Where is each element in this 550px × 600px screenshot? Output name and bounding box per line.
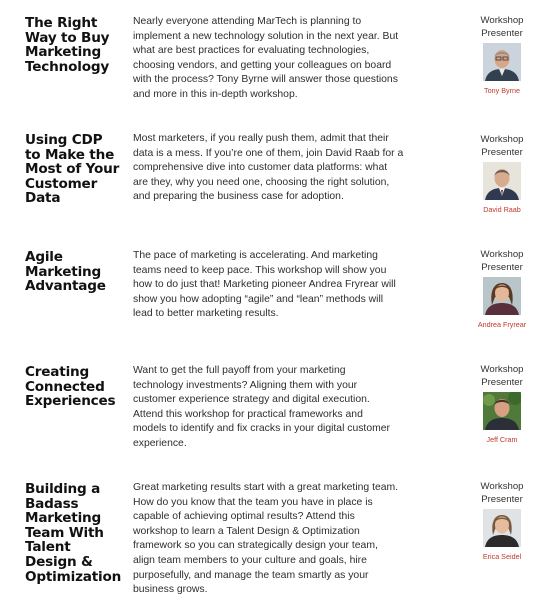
presenter-photo bbox=[483, 509, 521, 547]
workshop-title bbox=[25, 365, 125, 409]
description-line: Great marketing results start with a great marketing team. bbox=[133, 482, 399, 493]
title-line: Customer bbox=[25, 175, 98, 192]
title-line: Marketing bbox=[25, 44, 102, 61]
workshop-description bbox=[133, 481, 445, 598]
description-line: Most marketers, if you really push them, admit that their bbox=[133, 133, 389, 144]
presenter-photo bbox=[483, 277, 521, 315]
title-line: Agile bbox=[25, 249, 63, 265]
description-line: choosing vendors, and getting your colleagues on board bbox=[133, 59, 392, 71]
title-line: Optimization bbox=[25, 568, 122, 585]
title-line: Badass bbox=[25, 495, 79, 512]
description-line: implement a new technology solution in the next year. But bbox=[133, 30, 399, 42]
description-line: show you how adopting “agile” and “lean” methods will bbox=[133, 293, 384, 305]
presenter-photo bbox=[483, 162, 521, 200]
description-line: customer experience strategy and digital execution. bbox=[133, 394, 370, 406]
presenter-name: Andrea Fryrear bbox=[477, 320, 527, 329]
presenter-label: Workshop Presenter bbox=[480, 134, 524, 158]
description-line: experience. bbox=[133, 437, 187, 449]
presenter-label: Workshop Presenter bbox=[480, 364, 524, 388]
description-line: comprehensive dive into customer data platforms: what bbox=[133, 162, 388, 174]
workshop-description bbox=[133, 364, 445, 452]
description-line: teams need to keep pace. This workshop will show you bbox=[133, 264, 387, 276]
title-line: Building a bbox=[25, 481, 101, 497]
title-line: Technology bbox=[25, 58, 110, 75]
presenter-label: Workshop Presenter bbox=[480, 15, 524, 39]
description-line: how to do just that! Marketing pioneer Andrea Fryrear will bbox=[133, 279, 396, 291]
presenter-label: Workshop Presenter bbox=[480, 249, 524, 273]
description-line: Want to get the full payoff from your marketing bbox=[133, 365, 346, 376]
title-line: Team With bbox=[25, 524, 104, 541]
description-line: lead to better marketing results. bbox=[133, 308, 279, 320]
workshop-description bbox=[133, 132, 445, 205]
description-line: Attend this workshop for practical frameworks and bbox=[133, 408, 363, 420]
workshop-description bbox=[133, 249, 445, 322]
presenter-card bbox=[466, 249, 538, 329]
presenter-card bbox=[466, 134, 538, 214]
description-line: models to identify and fix cracks in your digital customer bbox=[133, 423, 390, 435]
title-line: Using CDP bbox=[25, 132, 103, 148]
presenter-name: Erica Seidel bbox=[482, 552, 522, 561]
description-line: framework so you can strategically design your team, bbox=[133, 540, 378, 552]
presenter-name: Tony Byrne bbox=[484, 86, 520, 95]
title-line: Advantage bbox=[25, 278, 106, 295]
description-line: business grows. bbox=[133, 584, 208, 596]
description-line: and preparing the business case for adoption. bbox=[133, 191, 344, 203]
presenter-card bbox=[466, 15, 538, 95]
title-line: Marketing bbox=[25, 263, 102, 280]
description-line: How do you know that the team you have in place is bbox=[133, 496, 373, 508]
title-line: Creating bbox=[25, 364, 90, 380]
workshop-title bbox=[25, 250, 125, 294]
presenter-card bbox=[466, 364, 538, 444]
presenter-name: David Raab bbox=[483, 205, 521, 214]
title-line: Marketing bbox=[25, 510, 102, 527]
title-line: Most of Your bbox=[25, 161, 120, 178]
presenter-label: Workshop Presenter bbox=[480, 481, 524, 505]
workshop-description bbox=[133, 15, 445, 103]
description-line: data is a mess. If you’re one of them, join David Raab for a bbox=[133, 147, 404, 159]
description-line: what are best practices for evaluating technologies, bbox=[133, 45, 370, 57]
title-line: Way to Buy bbox=[25, 29, 110, 46]
description-line: align team members to your culture and goals, hire bbox=[133, 554, 367, 566]
description-line: purposefully, and manage the team smartly as your bbox=[133, 569, 369, 581]
title-line: The Right bbox=[25, 15, 98, 31]
title-line: Talent bbox=[25, 539, 71, 556]
title-line: Design & bbox=[25, 553, 93, 570]
presenter-photo bbox=[483, 392, 521, 430]
description-line: are they, why you need one, choosing the right solution, bbox=[133, 176, 390, 188]
description-line: with the process? Tony Byrne will answer those questions bbox=[133, 74, 398, 86]
title-line: Experiences bbox=[25, 393, 116, 410]
presenter-photo bbox=[483, 43, 521, 81]
description-line: technology investments? Aligning them with your bbox=[133, 379, 358, 391]
workshop-title bbox=[25, 482, 125, 584]
description-line: Nearly everyone attending MarTech is planning to bbox=[133, 16, 362, 27]
description-line: The pace of marketing is accelerating. And marketing bbox=[133, 250, 378, 261]
presenter-card bbox=[466, 481, 538, 561]
description-line: and more in this in-depth workshop. bbox=[133, 88, 298, 100]
description-line: workshop to learn a Talent Design & Optimization bbox=[133, 525, 360, 537]
title-line: to Make the bbox=[25, 146, 115, 163]
description-line: capable of achieving optimal results? Attend this bbox=[133, 511, 355, 523]
title-line: Data bbox=[25, 190, 61, 207]
workshop-title bbox=[25, 16, 125, 74]
title-line: Connected bbox=[25, 378, 105, 395]
presenter-name: Jeff Cram bbox=[486, 435, 518, 444]
workshop-title bbox=[25, 133, 125, 206]
